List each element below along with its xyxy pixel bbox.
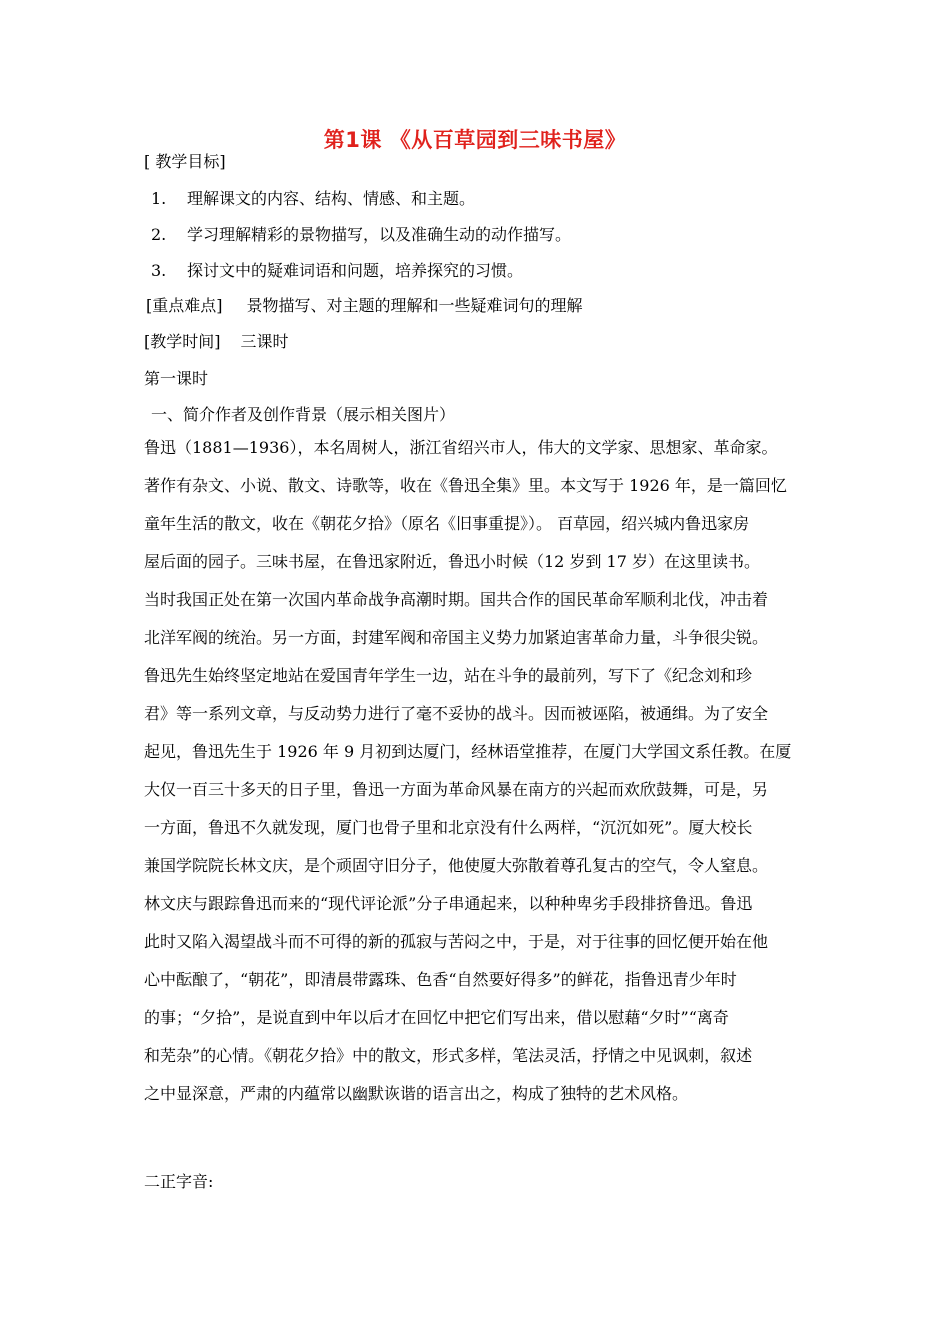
teaching-time-label: [教学时间] — [144, 332, 221, 351]
objectives-heading: [ 教学目标] — [144, 152, 226, 171]
page-title: 第1课 《从百草园到三味书屋》 — [323, 128, 627, 152]
objective-item-2 — [151, 225, 571, 245]
body-paragraph — [144, 429, 808, 1113]
key-points-text: 景物描写、对主题的理解和一些疑难词句的理解 — [246, 296, 583, 315]
objective-item-1 — [151, 189, 475, 209]
teaching-time-row — [144, 332, 289, 352]
paragraph-line: 童年生活的散文，收在《朝花夕拾》（原名《旧事重提》）。 百草园，绍兴城内鲁迅家房 — [144, 514, 750, 533]
objective-text: 学习理解精彩的景物描写，以及准确生动的动作描写。 — [187, 225, 572, 244]
paragraph-line: 一方面，鲁迅不久就发现，厦门也骨子里和北京没有什么两样，“沉沉如死”。厦大校长 — [144, 818, 753, 837]
paragraph-line: 鲁迅先生始终坚定地站在爱国青年学生一边，站在斗争的最前列，写下了《纪念刘和珍 — [144, 666, 753, 685]
paragraph-line: 之中显深意，严肃的内蕴常以幽默诙谐的语言出之，构成了独特的艺术风格。 — [144, 1084, 689, 1103]
paragraph-line: 此时又陷入渴望战斗而不可得的新的孤寂与苦闷之中，于是，对于往事的回忆便开始在他 — [144, 932, 769, 951]
paragraph-line: 屋后面的园子。三味书屋，在鲁迅家附近，鲁迅小时候（12 岁到 17 岁）在这里读书。 — [144, 552, 760, 571]
objective-text: 探讨文中的疑难词语和问题，培养探究的习惯。 — [187, 261, 524, 280]
paragraph-line: 林文庆与跟踪鲁迅而来的“现代评论派”分子串通起来，以种种卑劣手段排挤鲁迅。鲁迅 — [144, 894, 753, 913]
paragraph-line: 心中酝酿了，“朝花”，即清晨带露珠、色香“自然要好得多”的鲜花，指鲁迅青少年时 — [144, 970, 737, 989]
section-two-heading: 二正字音: — [144, 1172, 214, 1191]
objective-number: 3. — [151, 261, 167, 280]
paragraph-line: 的事；“夕拾”，是说直到中年以后才在回忆中把它们写出来，借以慰藉“夕时”“离奇 — [144, 1008, 729, 1027]
paragraph-line: 著作有杂文、小说、散文、诗歌等，收在《鲁迅全集》里。本文写于 1926 年，是一篇回忆 — [144, 476, 787, 495]
paragraph-line: 大仅一百三十多天的日子里，鲁迅一方面为革命风暴在南方的兴起而欢欣鼓舞，可是，另 — [144, 780, 769, 799]
paragraph-line: 兼国学院院长林文庆，是个顽固守旧分子，他使厦大弥散着尊孔复古的空气，令人窒息。 — [144, 856, 769, 875]
first-lesson-heading: 第一课时 — [144, 369, 209, 388]
paragraph-line: 和芜杂”的心情。《朝花夕拾》中的散文，形式多样，笔法灵活，抒情之中见讽刺，叙述 — [144, 1046, 753, 1065]
paragraph-line: 北洋军阀的统治。另一方面，封建军阀和帝国主义势力加紧迫害革命力量，斗争很尖锐。 — [144, 628, 769, 647]
paragraph-line: 当时我国正处在第一次国内革命战争高潮时期。国共合作的国民革命军顺利北伐，冲击着 — [144, 590, 769, 609]
paragraph-line: 起见，鲁迅先生于 1926 年 9 月初到达厦门，经林语堂推荐，在厦门大学国文系任教。在厦 — [144, 742, 792, 761]
teaching-time-text: 三课时 — [240, 332, 289, 351]
objective-number: 2. — [151, 225, 167, 244]
objective-item-3 — [151, 261, 523, 281]
objective-text: 理解课文的内容、结构、情感、和主题。 — [187, 189, 476, 208]
objective-number: 1. — [151, 189, 167, 208]
paragraph-line: 鲁迅（1881—1936），本名周树人，浙江省绍兴市人，伟大的文学家、思想家、革命家。 — [144, 438, 778, 457]
section-one-heading: 一、简介作者及创作背景（展示相关图片） — [151, 405, 456, 424]
key-points-label: [重点难点] — [146, 296, 223, 315]
key-points-row — [146, 296, 583, 316]
paragraph-line: 君》等一系列文章，与反动势力进行了毫不妥协的战斗。因而被诬陷，被通缉。为了安全 — [144, 704, 769, 723]
